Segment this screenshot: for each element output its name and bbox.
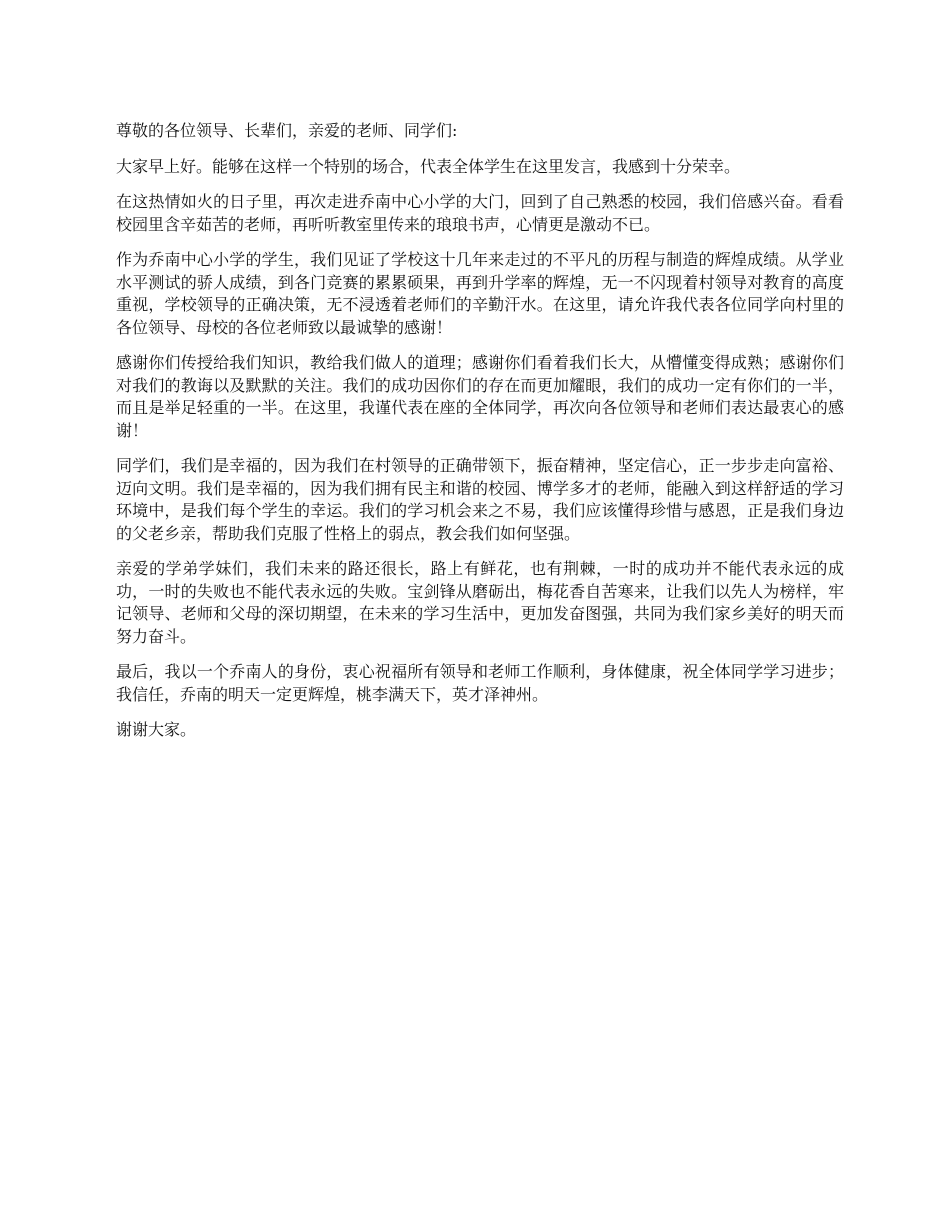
paragraph-we-are-happy: 同学们，我们是幸福的，因为我们在村领导的正确带领下，振奋精神，坚定信心，正一步步走向富裕、迈向文明。我们是幸福的，因为我们拥有民主和谐的校园、博学多才的老师，能融入到这样舒适的学习环境中，是我们每个学生的幸运。我们的学习机会来之不易，我们应该懂得珍惜与感恩，正是我们身边的父老乡亲，帮助我们克服了性格上的弱点，教会我们如何坚强。 bbox=[116, 456, 844, 543]
salutation: 尊敬的各位领导、长辈们，亲爱的老师、同学们: bbox=[116, 121, 458, 140]
paragraph-final-wishes: 最后，我以一个乔南人的身份，衷心祝福所有领导和老师工作顺利，身体健康，祝全体同学学习进步；我信任，乔南的明天一定更辉煌，桃李满天下，英才泽神州。 bbox=[116, 662, 844, 704]
paragraph-to-younger-students: 亲爱的学弟学妹们，我们未来的路还很长，路上有鲜花，也有荆棘，一时的成功并不能代表永远的成功，一时的失败也不能代表永远的失败。宝剑锋从磨砺出，梅花香自苦寒来，让我们以先人为榜样，牢记领导、老师和父母的深切期望，在未来的学习生活中，更加发奋图强，共同为我们家乡美好的明天而努力奋斗。 bbox=[116, 559, 844, 646]
closing: 谢谢大家。 bbox=[116, 720, 197, 739]
paragraph-return-to-school: 在这热情如火的日子里，再次走进乔南中心小学的大门，回到了自己熟悉的校园，我们倍感兴奋。看看校园里含辛茹苦的老师，再听听教室里传来的琅琅书声，心情更是激动不已。 bbox=[116, 192, 844, 234]
document-page bbox=[116, 120, 844, 755]
paragraph-school-achievements: 作为乔南中心小学的学生，我们见证了学校这十几年来走过的不平凡的历程与制造的辉煌成绩。从学业水平测试的骄人成绩，到各门竞赛的累累硕果，再到升学率的辉煌，无一不闪现着村领导对教育的高度重视，学校领导的正确决策，无不浸透着老师们的辛勤汗水。在这里，请允许我代表各位同学向村里的各位领导、母校的各位老师致以最诚挚的感谢！ bbox=[116, 250, 844, 337]
paragraph-greeting: 大家早上好。能够在这样一个特别的场合，代表全体学生在这里发言，我感到十分荣幸。 bbox=[116, 156, 741, 176]
paragraph-thanks-teachers: 感谢你们传授给我们知识，教给我们做人的道理；感谢你们看着我们长大，从懵懂变得成熟；感谢你们对我们的教诲以及默默的关注。我们的成功因你们的存在而更加耀眼，我们的成功一定有你们的一半，而且是举足轻重的一半。在这里，我谨代表在座的全体同学，再次向各位领导和老师们表达最衷心的感谢！ bbox=[116, 353, 844, 440]
